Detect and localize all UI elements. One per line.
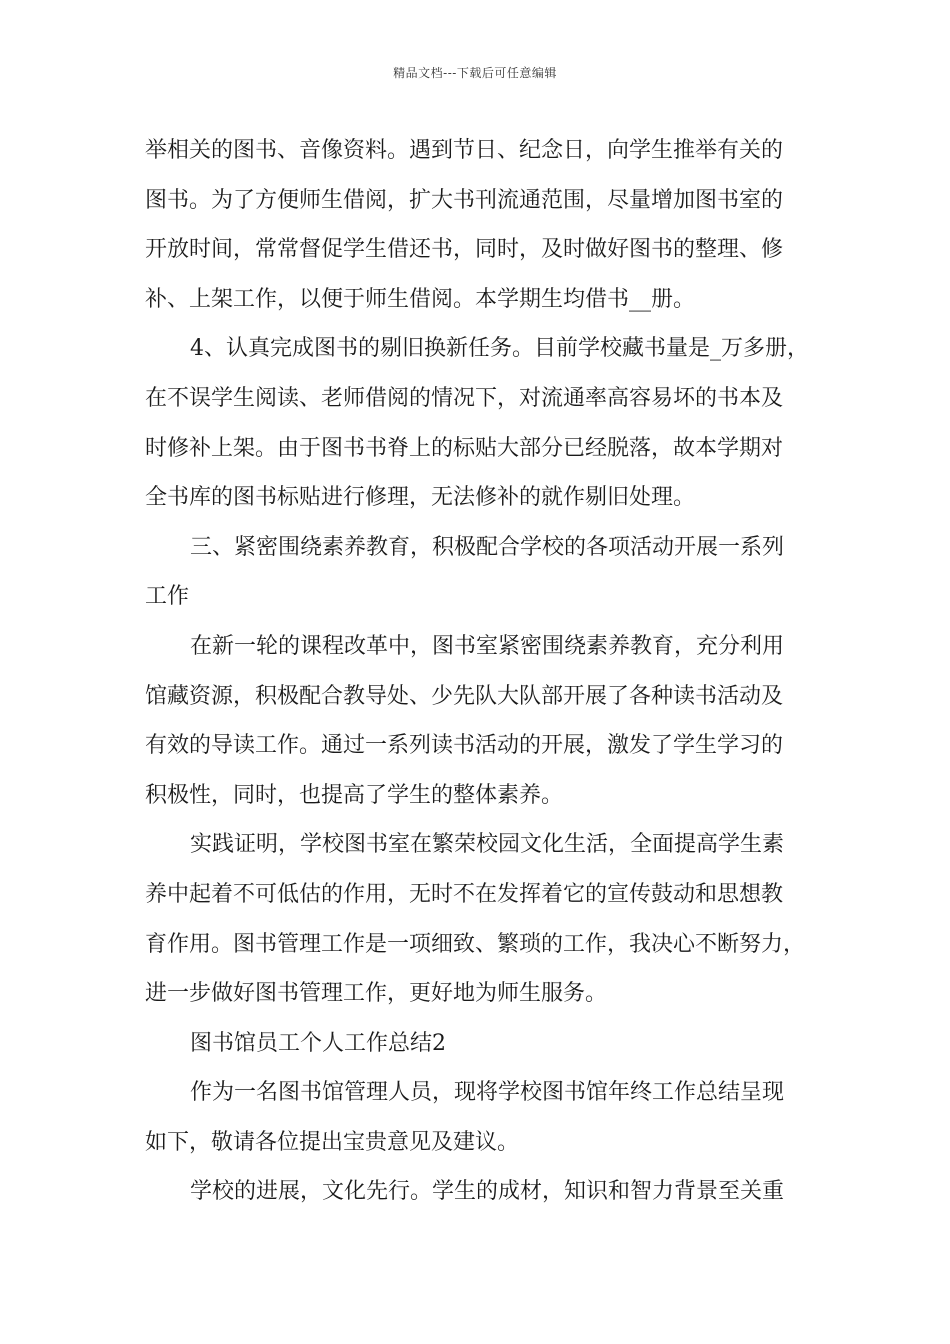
text-line: 学校的进展，文化先行。学生的成材，知识和智力背景至关重 [190,1179,785,1205]
document-body [145,126,825,1217]
text-line: 有效的导读工作。通过一系列读书活动的开展，激发了学生学习的 [145,733,784,759]
text-line: 作为一名图书馆管理人员，现将学校图书馆年终工作总结呈现 [190,1080,785,1106]
text-line: 图书。为了方便师生借阅，扩大书刊流通范围，尽量增加图书室的 [145,187,784,213]
text-line: 如下，敬请各位提出宝贵意见及建议。 [145,1129,520,1155]
text-line: 三、紧密围绕素养教育，积极配合学校的各项活动开展一系列 [190,534,785,560]
text-line: 在新一轮的课程改革中，图书室紧密围绕素养教育，充分利用 [190,633,785,659]
text-line: 补、上架工作，以便于师生借阅。本学期生均借书__册。 [145,286,696,312]
text-line: 全书库的图书标贴进行修理，无法修补的就作剔旧处理。 [145,485,696,511]
text-line: 工作 [145,584,190,610]
text-line: 图书馆员工个人工作总结2 [190,1030,446,1056]
page-header: 精品文档---下载后可任意编辑 [393,66,557,80]
text-line: 馆藏资源，积极配合教导处、少先队大队部开展了各种读书活动及 [145,683,784,709]
text-line: 实践证明，学校图书室在繁荣校园文化生活，全面提高学生素 [190,832,785,858]
text-line: 4、认真完成图书的剔旧换新任务。目前学校藏书量是_万多册， [190,336,809,362]
text-line: 积极性，同时，也提高了学生的整体素养。 [145,782,564,808]
text-line: 时修补上架。由于图书书脊上的标贴大部分已经脱落，故本学期对 [145,435,784,461]
text-line: 举相关的图书、音像资料。遇到节日、纪念日，向学生推举有关的 [145,138,784,163]
text-line: 养中起着不可低估的作用，无时不在发挥着它的宣传鼓动和思想教 [145,881,784,907]
text-line: 进一步做好图书管理工作，更好地为师生服务。 [145,981,608,1007]
text-line: 开放时间，常常督促学生借还书，同时，及时做好图书的整理、修 [145,237,784,263]
text-line: 育作用。图书管理工作是一项细致、繁琐的工作，我决心不断努力， [145,931,806,957]
text-line: 在不误学生阅读、老师借阅的情况下，对流通率高容易坏的书本及 [145,385,784,411]
